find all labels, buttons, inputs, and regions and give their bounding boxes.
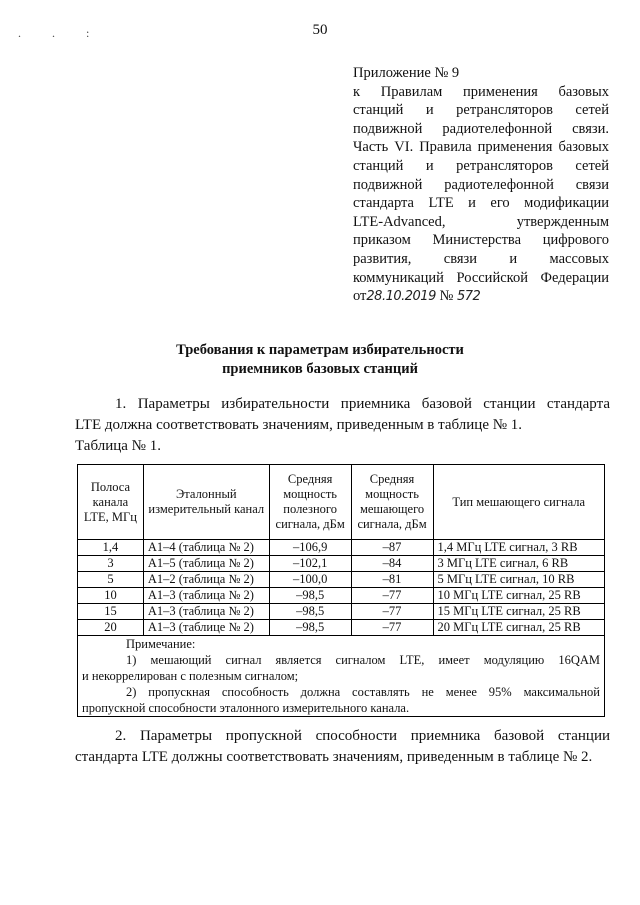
note-title: Примечание: <box>126 637 196 651</box>
header-reference-channel: Эталонный измерительный канал <box>143 465 269 540</box>
cell-channel: А1–3 (таблица № 2) <box>143 604 269 620</box>
table-row <box>78 604 605 620</box>
cell-band: 1,4 <box>78 540 144 556</box>
annex-line: подвижной радиотелефонной связи. <box>353 120 609 137</box>
annex-line: к Правилам применения базовых <box>353 83 609 100</box>
annex-line: LTE-Advanced, утвержденным <box>353 213 609 230</box>
selectivity-table <box>77 464 605 717</box>
annex-line: стандарта LTE и его модификации <box>353 195 609 212</box>
cell-channel: А1–3 (таблица № 2) <box>143 588 269 604</box>
cell-interferer-type: 15 МГц LTE сигнал, 25 RB <box>433 604 604 620</box>
annex-line: подвижной радиотелефонной связи <box>353 176 609 193</box>
cell-band: 5 <box>78 572 144 588</box>
cell-wanted-power: –98,5 <box>269 620 351 636</box>
heading-line: Требования к параметрам избирательности <box>176 342 464 358</box>
paragraph-line: LTE должна соответствовать значениям, приведенным в таблице № 1. <box>75 416 523 433</box>
paragraph-line: 2. Параметры пропускной способности приемника базовой станции <box>115 728 610 744</box>
table-row <box>78 572 605 588</box>
cell-interferer-power: –81 <box>351 572 433 588</box>
note-line: пропускной способности эталонного измерительного канала. <box>82 701 410 715</box>
paragraph-line: стандарта LTE должны соответствовать значениям, приведенным в таблице № 2. <box>75 748 593 765</box>
cell-interferer-power: –77 <box>351 620 433 636</box>
annex-line: коммуникаций Российской Федерации <box>353 269 609 286</box>
cell-interferer-type: 5 МГц LTE сигнал, 10 RB <box>433 572 604 588</box>
cell-wanted-power: –98,5 <box>269 604 351 620</box>
handwritten-date: 28.10.2019 <box>366 289 436 305</box>
table-note-row <box>78 636 605 717</box>
annex-line: приказом Министерства цифрового <box>353 232 609 249</box>
cell-interferer-type: 3 МГц LTE сигнал, 6 RB <box>433 556 604 572</box>
annex-line: развития, связи и массовых <box>353 250 609 267</box>
note-line: 2) пропускная способность должна составлять не менее 95% максимальной <box>126 685 600 699</box>
header-interferer-power: Средняя мощность мешающего сигнала, дБм <box>351 465 433 540</box>
table-note <box>78 636 605 717</box>
cell-interferer-power: –77 <box>351 604 433 620</box>
handwritten-number: 572 <box>456 289 481 305</box>
cell-interferer-type: 1,4 МГц LTE сигнал, 3 RB <box>433 540 604 556</box>
table-row <box>78 588 605 604</box>
annex-header <box>353 64 609 307</box>
header-channel-band: Полоса канала LTE, МГц <box>78 465 144 540</box>
cell-band: 20 <box>78 620 144 636</box>
cell-interferer-power: –87 <box>351 540 433 556</box>
table-row <box>78 540 605 556</box>
heading-line: приемников базовых станций <box>222 361 418 377</box>
note-line: 1) мешающий сигнал является сигналом LTE, имеет модуляцию 16QAM <box>126 653 600 667</box>
paragraph-2 <box>75 726 610 767</box>
cell-wanted-power: –100,0 <box>269 572 351 588</box>
cell-wanted-power: –106,9 <box>269 540 351 556</box>
paragraph-line: 1. Параметры избирательности приемника базовой станции стандарта <box>115 396 610 412</box>
annex-title: Приложение № 9 <box>353 65 460 81</box>
section-heading <box>0 341 640 379</box>
note-line: и некоррелирован с полезным сигналом; <box>82 669 299 683</box>
cell-wanted-power: –98,5 <box>269 588 351 604</box>
number-prefix: № <box>439 288 454 305</box>
paragraph-1 <box>75 394 610 435</box>
table-header-row <box>78 465 605 540</box>
annex-line: станций и ретрансляторов сетей <box>353 157 609 174</box>
date-prefix: от <box>353 288 367 305</box>
annex-line: станций и ретрансляторов сетей <box>353 102 609 119</box>
cell-interferer-type: 10 МГц LTE сигнал, 25 RB <box>433 588 604 604</box>
cell-band: 15 <box>78 604 144 620</box>
header-interferer-type: Тип мешающего сигнала <box>433 465 604 540</box>
table-row <box>78 556 605 572</box>
header-wanted-power: Средняя мощность полезного сигнала, дБм <box>269 465 351 540</box>
table-caption: Таблица № 1. <box>75 438 161 454</box>
table-row <box>78 620 605 636</box>
cell-channel: А1–4 (таблица № 2) <box>143 540 269 556</box>
cell-interferer-power: –77 <box>351 588 433 604</box>
cell-interferer-power: –84 <box>351 556 433 572</box>
cell-wanted-power: –102,1 <box>269 556 351 572</box>
cell-interferer-type: 20 МГц LTE сигнал, 25 RB <box>433 620 604 636</box>
cell-channel: А1–2 (таблица № 2) <box>143 572 269 588</box>
cell-band: 3 <box>78 556 144 572</box>
cell-band: 10 <box>78 588 144 604</box>
cell-channel: А1–3 (таблице № 2) <box>143 620 269 636</box>
annex-date-line <box>353 287 609 307</box>
scan-marks: . . : <box>18 26 104 40</box>
page-number: 50 <box>312 22 328 38</box>
cell-channel: А1–5 (таблица № 2) <box>143 556 269 572</box>
annex-line: Часть VI. Правила применения базовых <box>353 139 609 156</box>
